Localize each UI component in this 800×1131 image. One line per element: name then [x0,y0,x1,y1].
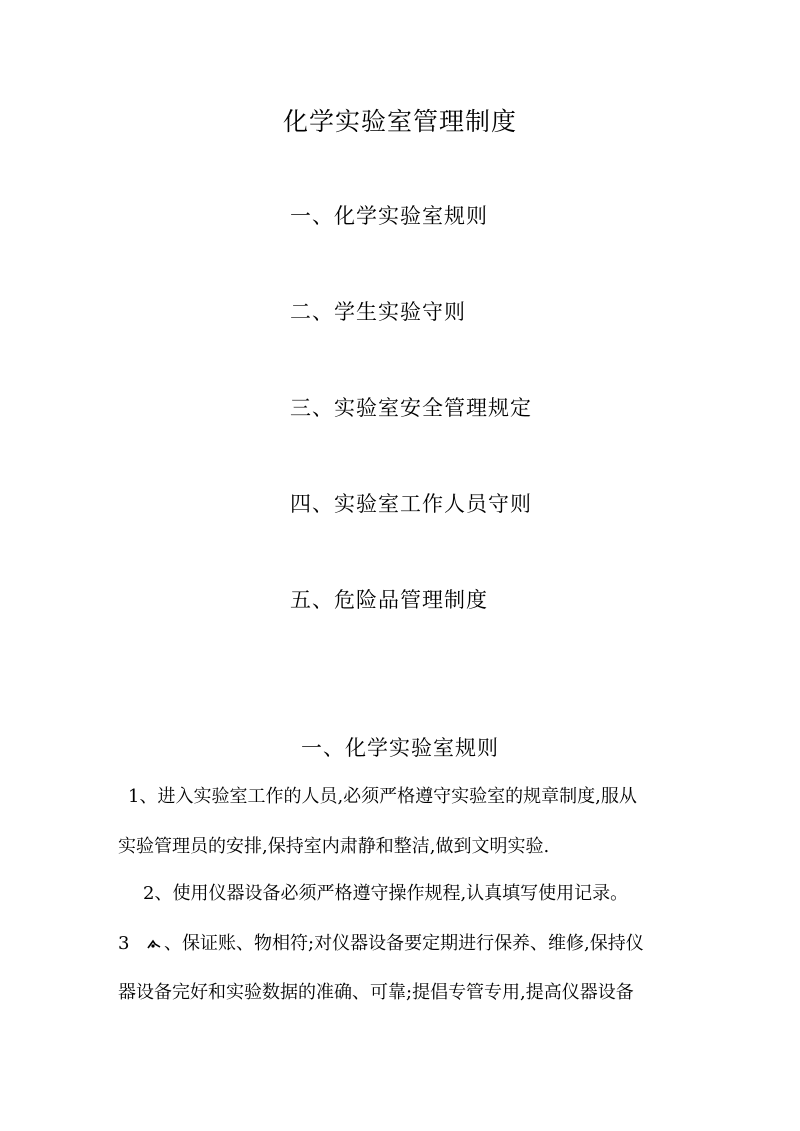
toc-item: 五、危险品管理制度 [290,588,488,612]
paragraph-line: 实验管理员的安排,保持室内肃静和整洁,做到文明实验. [118,836,550,857]
section-heading: 一、化学实验室规则 [301,736,499,760]
paragraph-line: 2、使用仪器设备必须严格遵守操作规程,认真填写使用记录。 [143,883,629,904]
toc-item: 一、化学实验室规则 [290,204,488,228]
table-of-contents [290,200,532,680]
paragraph-line: 1、进入实验室工作的人员,必须严格遵守实验室的规章制度,服从 [128,786,637,807]
item-number: 3 [118,933,130,954]
document-title: 化学实验室管理制度 [282,107,517,136]
toc-item: 三、实验室安全管理规定 [290,396,532,420]
toc-item: 二、学生实验守则 [290,300,466,324]
ink-mark-icon [146,938,162,950]
paragraph-text: 、保证账、物相符;对仪器设备要定期进行保养、维修,保持仪 [164,933,644,954]
toc-item: 四、实验室工作人员守则 [290,492,532,516]
paragraph-line: 器设备完好和实验数据的准确、可靠;提倡专管专用,提高仪器设备 [118,982,634,1003]
paragraph-line [118,929,644,959]
